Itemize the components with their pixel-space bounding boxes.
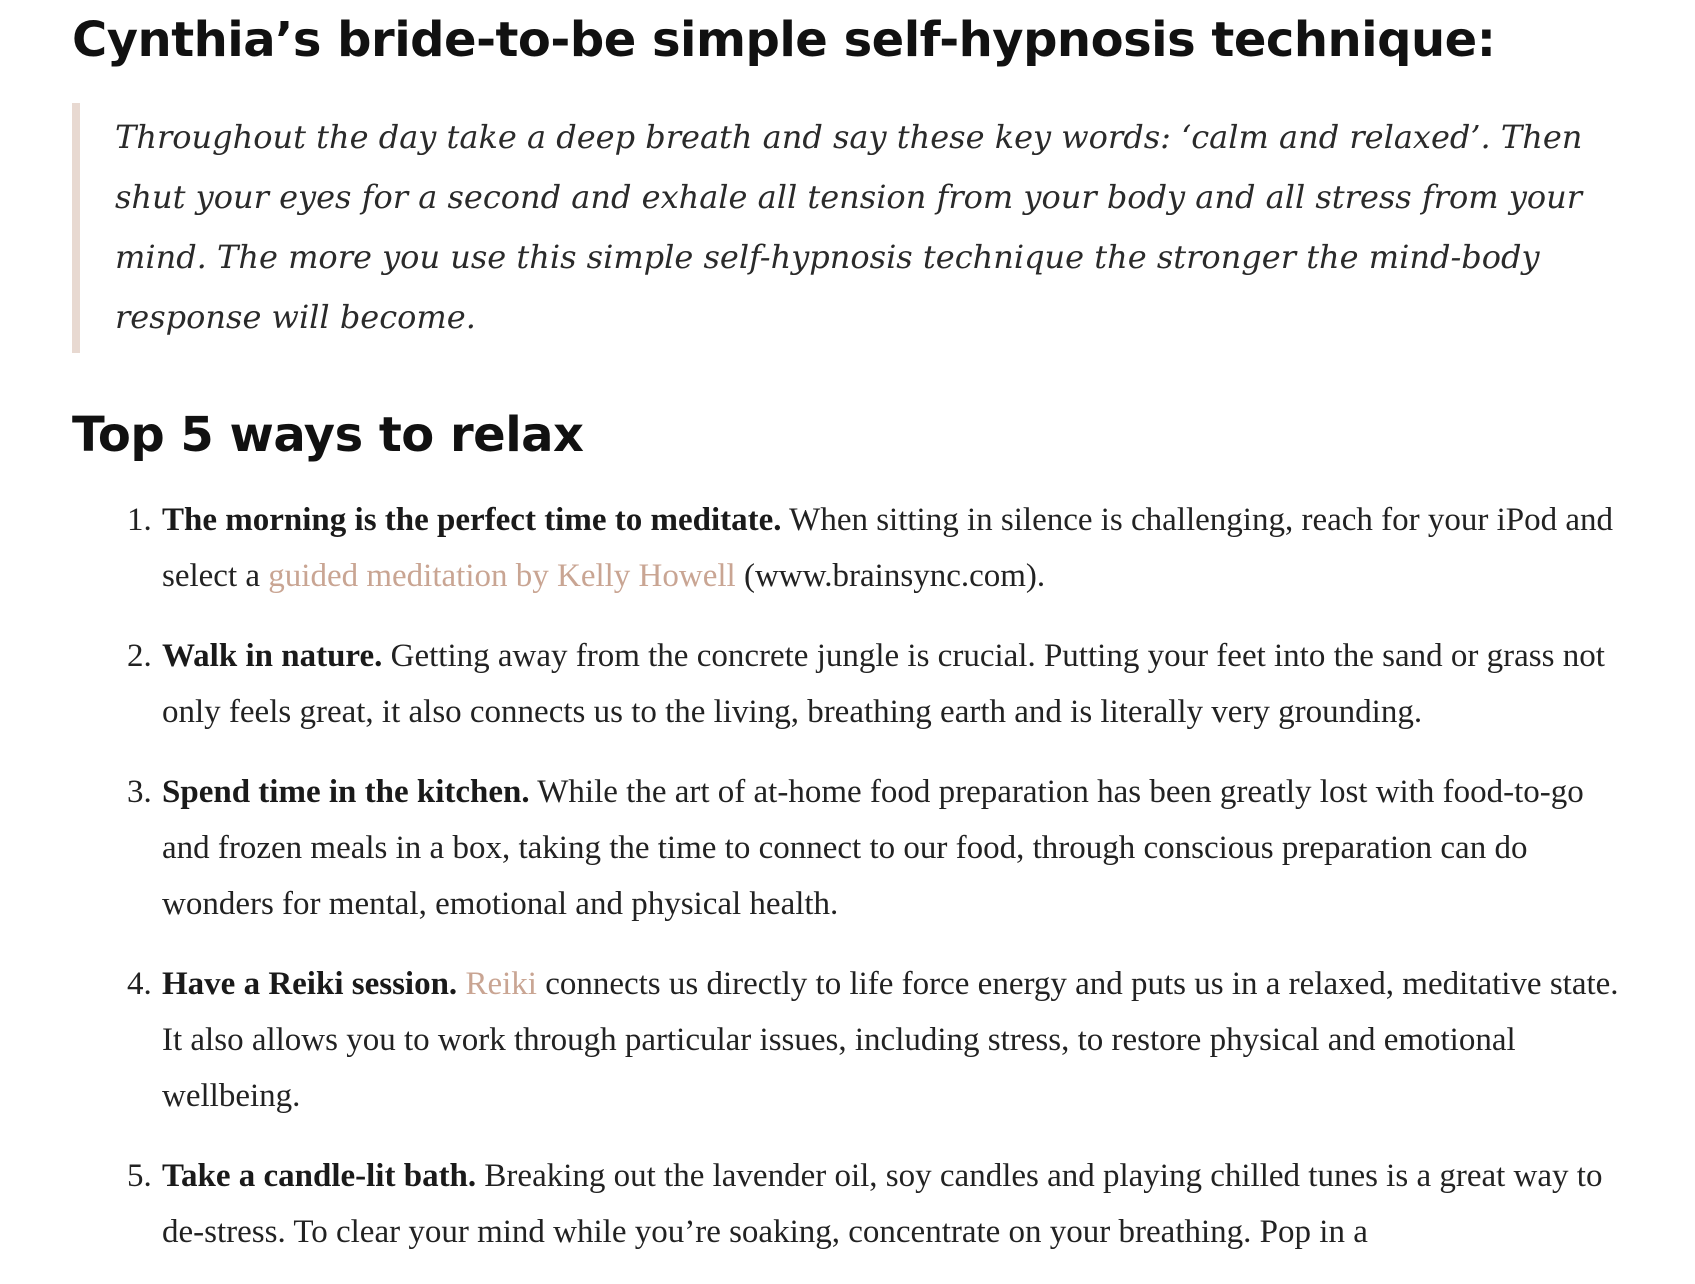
list-item-lead: Walk in nature.	[162, 637, 383, 674]
ways-to-relax-list	[72, 492, 1622, 1260]
list-item-text: When sitting in silence is challenging, reach for your iPod and select a	[162, 501, 1614, 594]
list-item-text: Breaking out the lavender oil, soy candles and playing chilled tunes is a great way to de-stress. To clear your mind while you’re soaking, concentrate on your breathing. Pop in a	[162, 1157, 1603, 1250]
list-item-candle-bath	[160, 1148, 1622, 1260]
list-item-walk-in-nature	[160, 628, 1622, 740]
list-item-text: connects us directly to life force energy and puts us in a relaxed, meditative state. It also allows you to work through particular issues, including stress, to restore physical and emotional wellbeing.	[162, 965, 1619, 1114]
top-5-ways-heading: Top 5 ways to relax	[72, 406, 584, 463]
list-item-text: While the art of at-home food preparation has been greatly lost with food-to-go and frozen meals in a box, taking the time to connect to our food, through conscious preparation can do wonders for mental, emotional and physical health.	[162, 773, 1584, 922]
self-hypnosis-heading: Cynthia’s bride-to-be simple self-hypnosis technique:	[72, 12, 1496, 68]
list-item-text: Getting away from the concrete jungle is crucial. Putting your feet into the sand or grass not only feels great, it also connects us to the living, breathing earth and is literally very grounding.	[162, 637, 1605, 730]
article-body	[72, 0, 1632, 1284]
list-item-reiki	[160, 956, 1622, 1124]
self-hypnosis-quote: Throughout the day take a deep breath and say these key words: ‘calm and relaxed’. Then shut your eyes for a second and exhale all tension from your body and all stress from your mind. The more you use this simple self-hypnosis technique the stronger the mind-body response will become.	[72, 103, 1625, 353]
list-item-kitchen	[160, 764, 1622, 932]
list-item-lead: Have a Reiki session.	[162, 965, 458, 1002]
list-item-lead: The morning is the perfect time to meditate.	[162, 501, 782, 538]
guided-meditation-link[interactable]: guided meditation by Kelly Howell	[268, 557, 736, 594]
list-item-text: (www.brainsync.com).	[735, 557, 1046, 594]
list-item-lead: Take a candle-lit bath.	[162, 1157, 477, 1194]
list-item-lead: Spend time in the kitchen.	[162, 773, 530, 810]
reiki-link[interactable]: Reiki	[465, 965, 537, 1002]
list-item-meditate	[160, 492, 1622, 604]
